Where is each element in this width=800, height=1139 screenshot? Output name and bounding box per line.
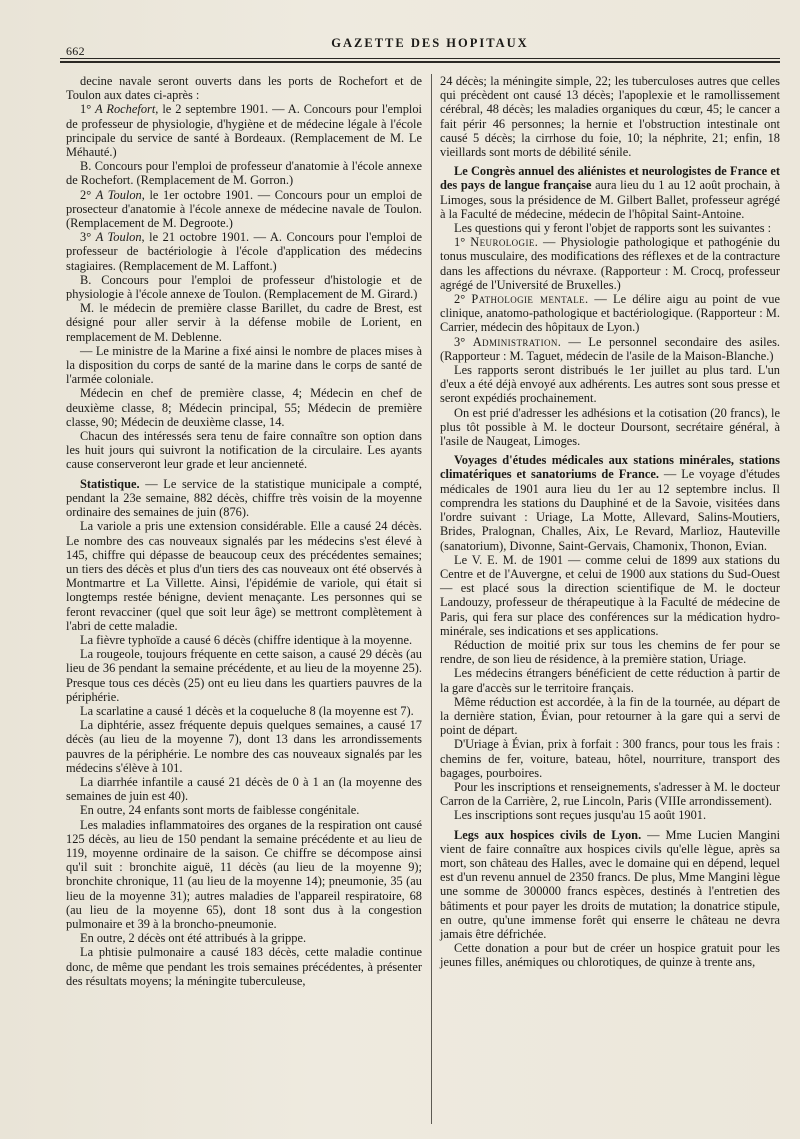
body-text: En outre, 2 décès ont été attribués à la grippe. xyxy=(80,931,307,946)
body-text: B. Concours pour l'emploi de professeur d'histologie et de physiologie à l'école annexe de Toulon. (Remplacement de M. Girard.) xyxy=(66,272,422,302)
paragraph xyxy=(66,159,422,187)
body-text: , le 1er octobre 1901. — Concours pour un emploi de prosecteur d'anatomie à l'école annexe de médecine navale de Toulon. (Remplacement de M. Degroote.) xyxy=(66,187,422,231)
topic-label: Administration xyxy=(472,334,558,349)
body-text: La scarlatine a causé 1 décès et la coqueluche 8 (la moyenne est 7). xyxy=(80,703,414,718)
journal-title: GAZETTE DES HOPITAUX xyxy=(331,36,529,50)
body-text: 24 décès; la méningite simple, 22; les tuberculoses autres que celles qui précèdent ont causé 13 décès; l'apoplexie et le ramollissement cérébral, 48 décès; les maladies organiques du cœur, 45; le cancer a fait périr 46 personnes; la hernie et l'obstruction intestinale ont causé 5 décès; la cirrhose du foie, 10; la néphrite, 21; enfin, 18 vieillards sont morts de débilité sénile. xyxy=(440,74,780,160)
place-label: A Toulon xyxy=(95,230,142,245)
paragraph xyxy=(440,292,780,335)
paragraph xyxy=(440,553,780,638)
body-text: 3° xyxy=(454,334,473,349)
body-text: Les médecins étrangers bénéficient de cette réduction à partir de la gare d'accès sur le territoire français. xyxy=(440,666,780,695)
body-text: aura lieu du 1 au 12 août prochain, à Limoges, sous la présidence de M. Gilbert Ballet, professeur agrégé à la Faculté de médecine, médecin de l'hôpital Saint-Antoine. xyxy=(440,178,780,221)
place-label: A Rochefort xyxy=(95,102,156,117)
paragraph xyxy=(440,74,780,159)
paragraph xyxy=(66,519,422,633)
paragraph xyxy=(66,633,422,647)
paragraph xyxy=(440,221,780,235)
body-text: La fièvre typhoïde a causé 6 décès (chiffre identique à la moyenne. xyxy=(80,632,413,647)
body-text: Cette donation a pour but de créer un hospice gratuit pour les jeunes filles, anémiques ou chlorotiques, de quinze à trente ans, xyxy=(440,941,780,970)
body-text: . — Physiologie pathologique et pathogénie du tonus musculaire, des modifications des réflexes et de la contracture dans les affections du névraxe. (Rapporteur : M. Crocq, professeur agrégé de l'Université de Bruxelles.) xyxy=(440,235,780,292)
paragraph xyxy=(66,931,422,945)
body-text: Les questions qui y feront l'objet de rapports sont les suivantes : xyxy=(454,221,772,236)
body-text: — Le voyage d'études médicales de 1901 aura lieu du 1er au 12 septembre inclus. Il comprendra les stations du Dauphiné et de la Savoie, visitées dans l'ordre suivant : Uriage, La Motte, Allevard, Salins-Moutiers, Brides, Pralognan, Challes, Aix, Le Revard, Marlioz, Hauteville (sanatorium), Divonne, Saint-Gervais, Chamonix, Thonon, Evian. xyxy=(440,467,781,553)
body-text: Médecin en chef de première classe, 4; Médecin en chef de deuxième classe, 8; Médecin principal, 55; Médecin de première classe, 90; Médecin de deuxième classe, 14. xyxy=(66,386,422,429)
paragraph xyxy=(440,737,780,780)
body-text: Les inscriptions sont reçues jusqu'au 15 août 1901. xyxy=(454,808,707,823)
page-number: 662 xyxy=(66,44,85,58)
body-text: , le 2 septembre 1901. — A. Concours pour l'emploi de professeur de physiologie, d'hygiène et de médecine légale à l'école principale du service de santé à Bordeaux. (Remplacement de M. Le Méhauté.) xyxy=(66,102,422,160)
topic-label: Pathologie mentale xyxy=(471,292,586,307)
paragraph xyxy=(440,363,780,406)
right-text-column xyxy=(440,74,780,1129)
body-text: 1° xyxy=(80,102,96,117)
paragraph xyxy=(440,335,780,363)
paragraph xyxy=(66,301,422,344)
paragraph xyxy=(66,188,422,231)
body-text: Réduction de moitié prix sur tous les chemins de fer pour se rendre, de son lieu de résidence, à la première station, Uriage. xyxy=(440,637,780,667)
body-text: On est prié d'adresser les adhésions et la cotisation (20 francs), le plus tôt possible à M. le docteur Doursont, secrétaire général, à l'asile de Naugeat, Limoges. xyxy=(440,405,780,449)
body-text: decine navale seront ouverts dans les ports de Rochefort et de Toulon aux dates ci-après : xyxy=(66,74,422,103)
paragraph xyxy=(66,230,422,273)
paragraph xyxy=(440,164,780,221)
body-text: . — Le délire aigu au point de vue clinique, anatomo-pathologique et bactériologique. (Rapporteur : M. Carrier, médecin des hôpitaux de Lyon.) xyxy=(440,292,780,335)
header-rule-thin xyxy=(60,58,780,59)
body-text: Même réduction est accordée, à la fin de la tournée, au départ de la dernière station, Évian, pour retourner à la gare qui a servi de point de départ. xyxy=(440,694,780,738)
body-text: , le 21 octobre 1901. — A. Concours pour l'emploi de professeur de bactériologie à l'école d'application des médecins stagiaires. (Remplacement de M. Laffont.) xyxy=(66,230,423,273)
paragraph xyxy=(66,102,422,159)
paragraph xyxy=(440,808,780,822)
body-text: Le V. E. M. de 1901 — comme celui de 1899 aux stations du Centre et de l'Auvergne, et celui de 1900 aux stations du Sud-Ouest — est placé sous la direction scientifique de M. le docteur Landouzy, professeur de thérapeutique à la Faculté de médecine de Paris, qui fera sur place des conférences sur la médication hydro-minérale, ses indications et ses applications. xyxy=(440,552,780,638)
body-text: Les maladies inflammatoires des organes de la respiration ont causé 125 décès, au lieu de 150 pendant la semaine précédente et au lieu de 119, moyenne ordinaire de la saison. Ce chiffre se décompose ainsi qu'il suit : bronchite aiguë, 11 décès (au lieu de la moyenne 9); bronchite chronique, 11 (au lieu de la moyenne 14); pneumonie, 35 (au lieu de la moyenne 31); autres maladies de l'appareil respiratoire, 68 (au lieu de la moyenne 65), dont 18 sont dus à la congestion pulmonaire et 39 à la broncho-pneumonie. xyxy=(66,817,422,931)
column-divider xyxy=(431,74,432,1124)
body-text: 1° xyxy=(454,235,471,250)
paragraph xyxy=(440,941,780,969)
body-text: La diarrhée infantile a causé 21 décès de 0 à 1 an (la moyenne des semaines de juin est 40). xyxy=(66,774,422,804)
body-text: En outre, 24 enfants sont morts de faiblesse congénitale. xyxy=(80,803,360,818)
paragraph xyxy=(440,828,780,942)
body-text: La rougeole, toujours fréquente en cette saison, a causé 29 décès (au lieu de 36 pendant la semaine précédente, et au lieu de la moyenne 25). Presque tous ces décès (25) ont eu lieu dans les quartiers pauvres de la périphérie. xyxy=(66,647,422,704)
body-text: M. le médecin de première classe Barillet, du cadre de Brest, est désigné pour aller servir à la défense mobile de Lorient, en remplacement de M. Deblenne. xyxy=(66,301,422,344)
body-text: — Le service de la statistique municipale a compté, pendant la 23e semaine, 882 décès, chiffre très voisin de la moyenne ordinaire des semaines de juin (876). xyxy=(66,476,422,520)
paragraph xyxy=(66,818,422,932)
paragraph xyxy=(66,429,422,472)
body-text: — Mme Lucien Mangini vient de faire connaître aux hospices civils qu'elle lègue, après sa mort, son château des Halles, avec le domaine qui en dépend, lequel est d'un revenu annuel de 2350 francs. De plus, Mme Mangini lègue une somme de 300000 francs espèces, destinés à l'entretien des bâtiments et pour payer les droits de mutation; la donatrice stipule, en outre, qu'une immense forêt qui enserre le château ne devra jamais être défrichée. xyxy=(440,827,781,941)
paragraph xyxy=(440,406,780,449)
body-text: La diphtérie, assez fréquente depuis quelques semaines, a causé 17 décès (au lieu de la moyenne 7), dont 13 dans les arrondissements pauvres de la périphérie. Le nombre des cas nouveaux signalés par les médecins s'élève à 101. xyxy=(66,718,422,775)
body-text: La phtisie pulmonaire a causé 183 décès, cette maladie continue donc, de même que pendant les trois semaines précédentes, à présenter des résultats moyens; la méningite tuberculeuse, xyxy=(66,945,422,988)
body-text: 3° xyxy=(80,230,96,245)
topic-label: Neurologie xyxy=(470,235,535,250)
paragraph xyxy=(66,803,422,817)
section-heading: Legs aux hospices civils de Lyon. xyxy=(454,827,642,842)
section-heading: Le Congrès annuel des aliénistes et neurologistes de France et des pays de langue française xyxy=(440,164,780,193)
paragraph xyxy=(440,453,780,552)
section-heading: Voyages d'études médicales aux stations minérales, stations climatériques et sanatoriums de France. xyxy=(440,453,780,482)
body-text: Pour les inscriptions et renseignements, s'adresser à M. le docteur Carron de la Carrière, 2, rue Lincoln, Paris (VIIIe arrondissement). xyxy=(440,779,780,809)
paragraph xyxy=(440,638,780,666)
body-text: . — Le personnel secondaire des asiles. (Rapporteur : M. Taguet, médecin de l'asile de la Maison-Blanche.) xyxy=(440,334,780,363)
body-text: — Le ministre de la Marine a fixé ainsi le nombre de places mises à la disposition du corps de santé de la marine dans le corps de santé de l'armée coloniale. xyxy=(66,343,422,387)
paragraph xyxy=(66,74,422,102)
body-text: 2° xyxy=(454,292,472,307)
paragraph xyxy=(66,477,422,520)
body-text: 2° xyxy=(80,187,96,202)
paragraph xyxy=(66,386,422,429)
header-rule-thick xyxy=(60,61,780,63)
paragraph xyxy=(66,344,422,387)
body-text: B. Concours pour l'emploi de professeur d'anatomie à l'école annexe de Rochefort. (Remplacement de M. Gorron.) xyxy=(66,159,422,188)
paragraph xyxy=(440,780,780,808)
body-text: La variole a pris une extension considérable. Elle a causé 24 décès. Le nombre des cas nouveaux signalés par les médecins s'est élevé à 145, chiffre qui dépasse de beaucoup ceux des précédentes semaines; un tiers des décès et plus d'un tiers des cas nouveaux ont été observés à Montmartre et La Villette. Ainsi, l'épidémie de variole, qui était si longtemps restée bénigne, devient menaçante. Les personnes qui se feront revacciner (quel que soit leur âge) se mettront complètement à l'abri de cette maladie. xyxy=(66,519,422,633)
paragraph xyxy=(440,695,780,738)
paragraph xyxy=(66,704,422,718)
paragraph xyxy=(440,235,780,292)
paragraph xyxy=(66,945,422,988)
paragraph xyxy=(66,718,422,775)
place-label: A Toulon xyxy=(95,187,142,202)
section-heading: Statistique. xyxy=(80,476,140,491)
paragraph xyxy=(66,273,422,301)
body-text: Les rapports seront distribués le 1er juillet au plus tard. L'un d'eux a été déjà envoyé aux adhérents. Les autres sont sous presse et seront expédiés prochainement. xyxy=(440,363,780,406)
paragraph xyxy=(66,647,422,704)
left-text-column xyxy=(66,74,422,1129)
paragraph xyxy=(66,775,422,803)
paragraph xyxy=(440,666,780,694)
body-text: Chacun des intéressés sera tenu de faire connaître son option dans les huit jours qui suivront la notification de la circulaire. Les ayants cause conserveront leur grade et leur ancienneté. xyxy=(66,429,422,472)
body-text: D'Uriage à Évian, prix à forfait : 300 francs, pour tous les frais : chemins de fer, voiture, bateau, hôtel, nourriture, transport des bagages, pourboires. xyxy=(440,737,780,780)
